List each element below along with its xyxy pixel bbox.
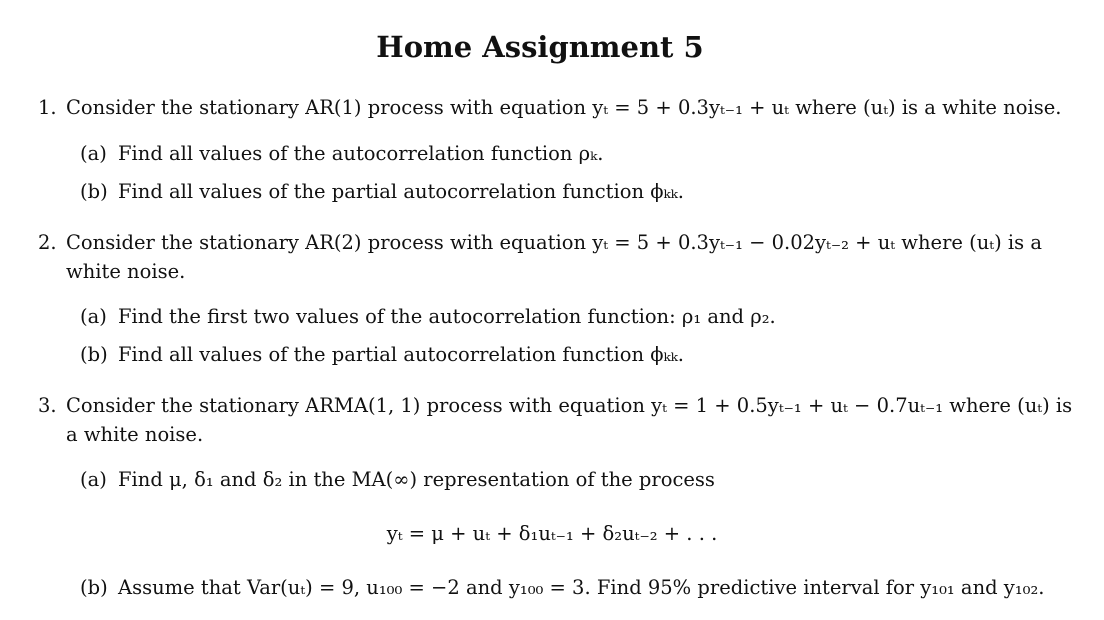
part-text: Find all values of the partial autocorrelation function ϕₖₖ. [118, 343, 684, 366]
problem-1-part-b [80, 180, 684, 203]
part-text: Find all values of the partial autocorrelation function ϕₖₖ. [118, 180, 684, 203]
problem-3-part-a [80, 468, 715, 491]
problem-text: Consider the stationary ARMA(1, 1) process with equation yₜ = 1 + 0.5yₜ₋₁ + uₜ − 0.7uₜ₋₁ where (uₜ) is a white noise. [66, 394, 1073, 446]
problem-3-part-b [80, 576, 1044, 599]
problem-number: 2. [38, 231, 57, 254]
problem-text: Consider the stationary AR(1) process with equation yₜ = 5 + 0.3yₜ₋₁ + uₜ where (uₜ) is a white noise. [66, 96, 1062, 119]
problem-number: 3. [38, 394, 57, 417]
problem-2-part-a [80, 305, 776, 328]
problem-1 [38, 93, 1078, 122]
part-label: (b) [80, 343, 108, 366]
problem-2 [38, 228, 1078, 286]
part-label: (b) [80, 576, 108, 599]
problem-2-part-b [80, 343, 684, 366]
problem-text: Consider the stationary AR(2) process with equation yₜ = 5 + 0.3yₜ₋₁ − 0.02yₜ₋₂ + uₜ where (uₜ) is a white noise. [66, 231, 1042, 283]
part-label: (a) [80, 305, 107, 328]
part-label: (a) [80, 468, 107, 491]
part-label: (b) [80, 180, 108, 203]
part-text: Find μ, δ₁ and δ₂ in the MA(∞) representation of the process [118, 468, 715, 491]
part-text: Find all values of the autocorrelation function ρₖ. [118, 142, 604, 165]
part-text: Assume that Var(uₜ) = 9, u₁₀₀ = −2 and y₁₀₀ = 3. Find 95% predictive interval for y₁₀₁ and y₁₀₂. [118, 576, 1045, 599]
part-label: (a) [80, 142, 107, 165]
problem-number: 1. [38, 96, 57, 119]
problem-3 [38, 391, 1078, 449]
part-text: Find the first two values of the autocorrelation function: ρ₁ and ρ₂. [118, 305, 776, 328]
problem-1-part-a [80, 142, 603, 165]
page-title: Home Assignment 5 [376, 30, 704, 64]
ma-representation-equation: yₜ = μ + uₜ + δ₁uₜ₋₁ + δ₂uₜ₋₂ + . . . [386, 522, 718, 545]
